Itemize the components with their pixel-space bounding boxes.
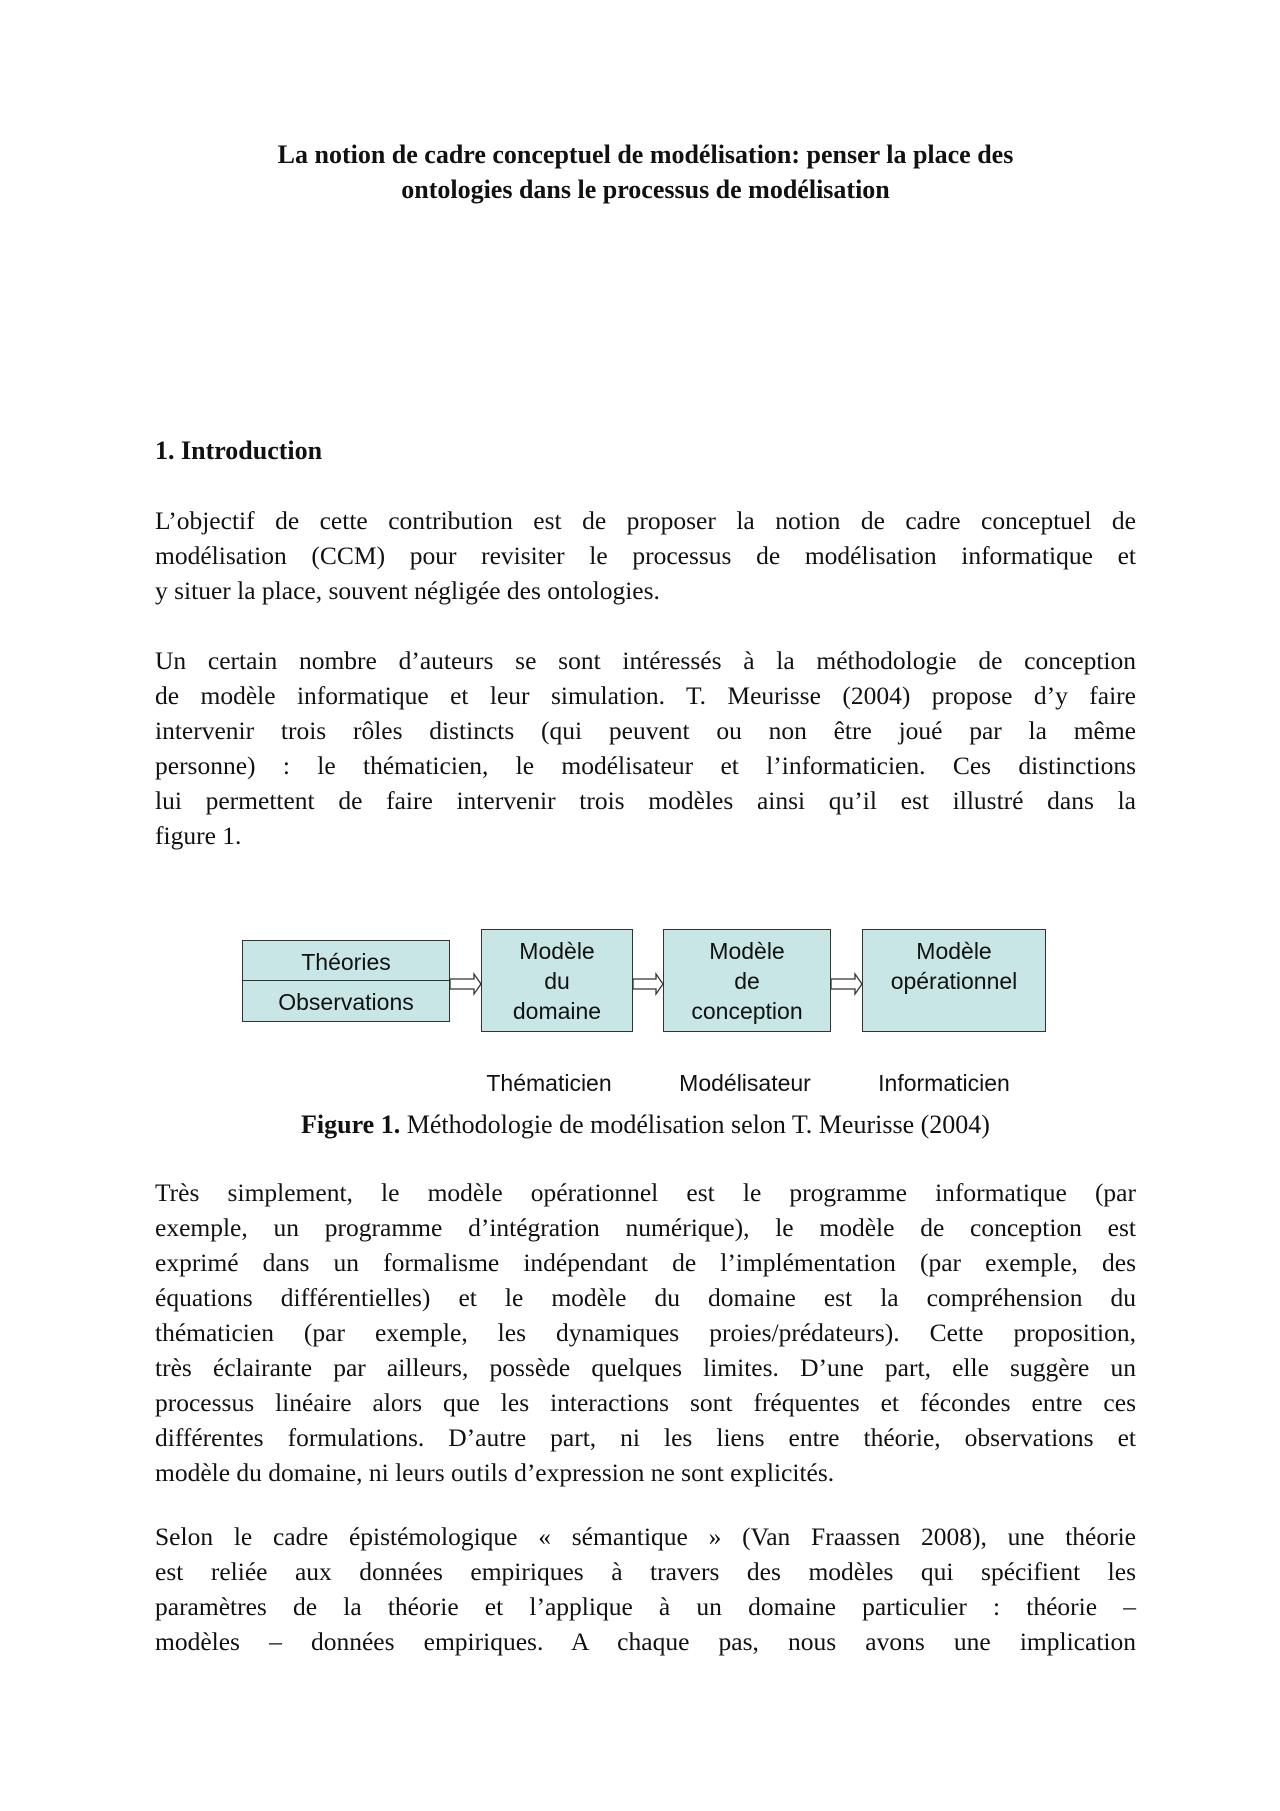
text-line: paramètres de la théorie et l’applique à un domaine particulier : théorie – (155, 1592, 1136, 1621)
box-line: du (544, 967, 570, 994)
document-title-line-2: ontologies dans le processus de modélisation (401, 175, 890, 204)
arrow-icon (633, 974, 663, 994)
box-line: domaine (512, 997, 602, 1024)
text-line: Selon le cadre épistémologique « sémantique » (Van Fraassen 2008), une théorie (155, 1522, 1136, 1551)
observations-label: Observations (278, 989, 414, 1015)
arrow-icon (450, 974, 481, 994)
text-line: exemple, un programme d’intégration numérique), le modèle de conception est (155, 1213, 1136, 1242)
text-line: personne) : le thématicien, le modélisateur et l’informaticien. Ces distinctions (155, 751, 1136, 780)
text-line: lui permettent de faire intervenir trois modèles ainsi qu’il est illustré dans la (155, 786, 1136, 815)
text-line: figure 1. (155, 821, 242, 850)
text-line: modélisation (CCM) pour revisiter le processus de modélisation informatique et (155, 541, 1136, 570)
box-line: Modèle (916, 938, 992, 964)
role-modelisateur: Modélisateur (679, 1070, 811, 1096)
text-line: y situer la place, souvent négligée des ontologies. (155, 576, 660, 605)
box-line: opérationnel (890, 968, 1018, 994)
document-title-line-1: La notion de cadre conceptuel de modélisation: penser la place des (277, 140, 1014, 169)
text-line: processus linéaire alors que les interactions sont fréquentes et fécondes entre ces (155, 1388, 1136, 1417)
role-thematicien: Thématicien (486, 1070, 612, 1096)
text-line: de modèle informatique et leur simulation. T. Meurisse (2004) propose d’y faire (155, 681, 1136, 710)
theories-label: Théories (301, 949, 391, 975)
box-line: conception (691, 997, 803, 1024)
box-line: de (734, 967, 760, 994)
text-line: équations différentielles) et le modèle du domaine est la compréhension du (155, 1283, 1136, 1312)
figure-caption (155, 1110, 1136, 1140)
text-line: intervenir trois rôles distincts (qui peuvent ou non être joué par la même (155, 716, 1136, 745)
arrow-icon (831, 974, 862, 994)
text-line: est reliée aux données empiriques à travers des modèles qui spécifient les (155, 1557, 1136, 1586)
caption-label: Figure 1. (301, 1110, 401, 1139)
text-line: Un certain nombre d’auteurs se sont intéressés à la méthodologie de conception (155, 646, 1136, 675)
paragraph-3 (155, 1175, 1136, 1490)
caption-text: Méthodologie de modélisation selon T. Meurisse (2004) (400, 1110, 990, 1139)
text-line: thématicien (par exemple, les dynamiques proies/prédateurs). Cette proposition, (155, 1318, 1136, 1347)
role-informaticien: Informaticien (878, 1070, 1010, 1096)
text-line: L’objectif de cette contribution est de proposer la notion de cadre conceptuel de (155, 506, 1136, 535)
section-heading: 1. Introduction (155, 436, 323, 465)
paragraph-4 (155, 1519, 1136, 1659)
box-line: Modèle (709, 937, 785, 964)
text-line: exprimé dans un formalisme indépendant de l’implémentation (par exemple, des (155, 1248, 1136, 1277)
text-line: très éclairante par ailleurs, possède quelques limites. D’une part, elle suggère un (155, 1353, 1136, 1382)
text-line: modèles – données empiriques. A chaque pas, nous avons une implication (155, 1627, 1136, 1656)
text-line: Très simplement, le modèle opérationnel est le programme informatique (par (155, 1178, 1136, 1207)
box-line: Modèle (519, 937, 595, 964)
text-line: modèle du domaine, ni leurs outils d’expression ne sont explicités. (155, 1458, 835, 1487)
text-line: différentes formulations. D’autre part, ni les liens entre théorie, observations et (155, 1423, 1136, 1452)
